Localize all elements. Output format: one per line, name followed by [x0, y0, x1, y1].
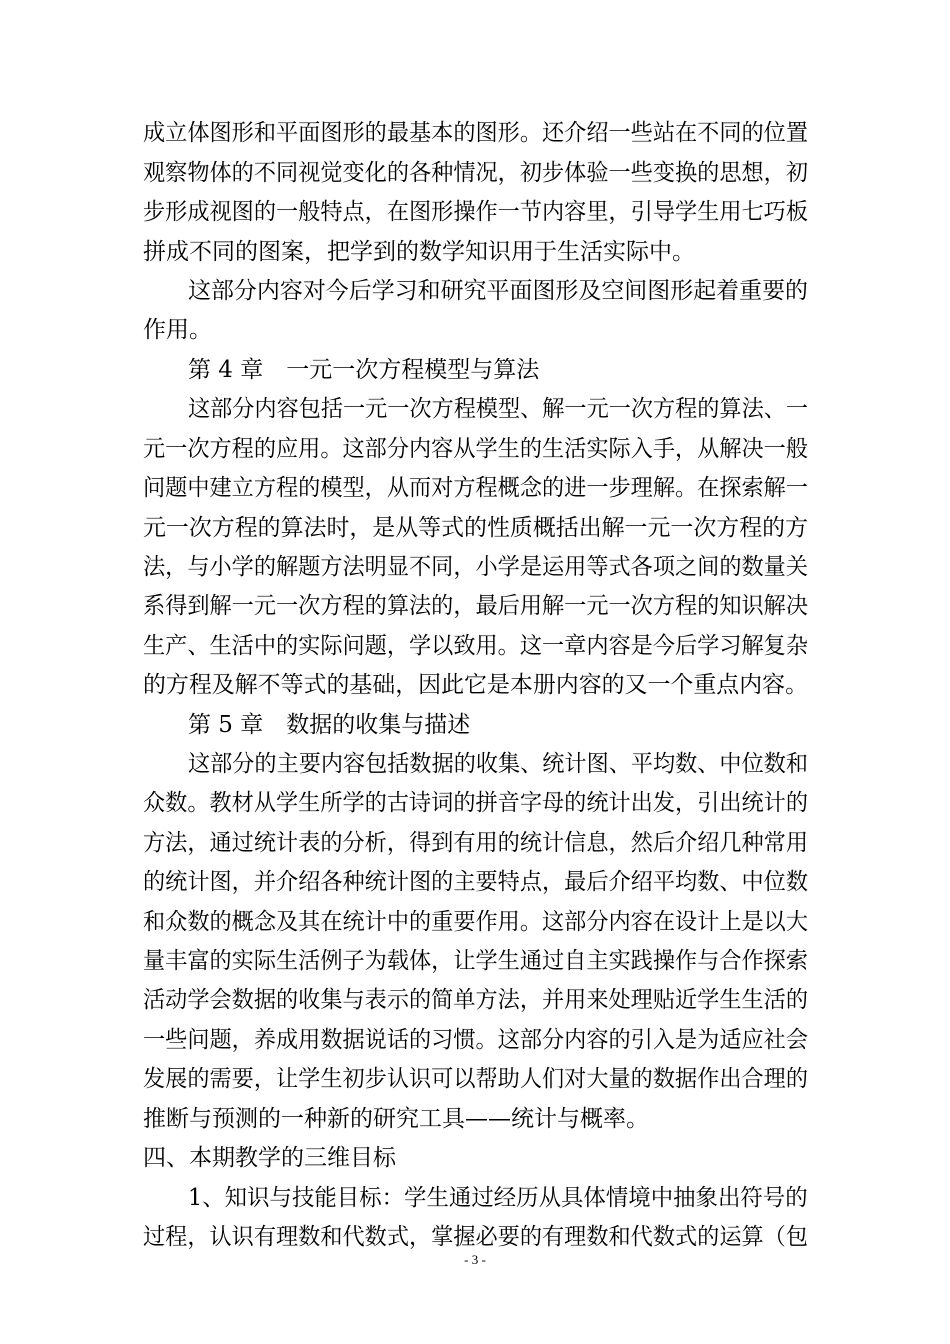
chapter-heading: 第 5 章 数据的收集与描述 — [188, 712, 471, 738]
paragraph-line: 发展的需要，让学生初步认识可以帮助人们对大量的数据作出合理的 — [143, 1066, 808, 1092]
paragraph-line: 生产、生活中的实际问题，学以致用。这一章内容是今后学习解复杂 — [143, 633, 808, 659]
paragraph-line: 这部分内容对今后学习和研究平面图形及空间图形起着重要的 — [188, 278, 808, 304]
paragraph-line: 一些问题，养成用数据说话的习惯。这部分内容的引入是为适应社会 — [143, 1027, 808, 1053]
paragraph-line: 步形成视图的一般特点，在图形操作一节内容里，引导学生用七巧板 — [143, 199, 808, 225]
paragraph-line: 元一次方程的应用。这部分内容从学生的生活实际入手，从解决一般 — [143, 436, 808, 462]
paragraph-line: 量丰富的实际生活例子为载体，让学生通过自主实践操作与合作探索 — [143, 948, 808, 974]
section-heading: 四、本期教学的三维目标 — [143, 1145, 396, 1171]
chapter-heading: 第 4 章 一元一次方程模型与算法 — [188, 357, 540, 383]
paragraph-line: 系得到解一元一次方程的算法的，最后用解一元一次方程的知识解决 — [143, 593, 808, 619]
paragraph-line: 这部分的主要内容包括数据的收集、统计图、平均数、中位数和 — [188, 751, 808, 777]
paragraph-line: 成立体图形和平面图形的最基本的图形。还介绍一些站在不同的位置 — [143, 120, 808, 146]
paragraph-line: 活动学会数据的收集与表示的简单方法，并用来处理贴近学生生活的 — [143, 987, 808, 1013]
paragraph-line: 元一次方程的算法时，是从等式的性质概括出解一元一次方程的方 — [143, 515, 808, 541]
paragraph-line: 的方程及解不等式的基础，因此它是本册内容的又一个重点内容。 — [143, 672, 808, 698]
paragraph-line: 和众数的概念及其在统计中的重要作用。这部分内容在设计上是以大 — [143, 909, 808, 935]
paragraph-line: 观察物体的不同视觉变化的各种情况，初步体验一些变换的思想，初 — [143, 160, 808, 186]
paragraph-line: 问题中建立方程的模型，从而对方程概念的进一步理解。在探索解一 — [143, 475, 808, 501]
paragraph-line: 众数。教材从学生所学的古诗词的拼音字母的统计出发，引出统计的 — [143, 790, 808, 816]
paragraph-line: 这部分内容包括一元一次方程模型、解一元一次方程的算法、一 — [188, 396, 808, 422]
paragraph-line: 方法，通过统计表的分析，得到有用的统计信息，然后介绍几种常用 — [143, 830, 808, 856]
paragraph-line: 拼成不同的图案，把学到的数学知识用于生活实际中。 — [143, 239, 695, 265]
paragraph-line: 作用。 — [143, 317, 212, 343]
paragraph-line: 过程，认识有理数和代数式，掌握必要的有理数和代数式的运算（包 — [143, 1224, 808, 1250]
paragraph-line: 1、知识与技能目标：学生通过经历从具体情境中抽象出符号的 — [188, 1185, 808, 1211]
paragraph-line: 的统计图，并介绍各种统计图的主要特点，最后介绍平均数、中位数 — [143, 869, 808, 895]
page-number: - 3 - — [464, 1252, 486, 1267]
paragraph-line: 法，与小学的解题方法明显不同，小学是运用等式各项之间的数量关 — [143, 554, 808, 580]
paragraph-line: 推断与预测的一种新的研究工具——统计与概率。 — [143, 1106, 649, 1132]
